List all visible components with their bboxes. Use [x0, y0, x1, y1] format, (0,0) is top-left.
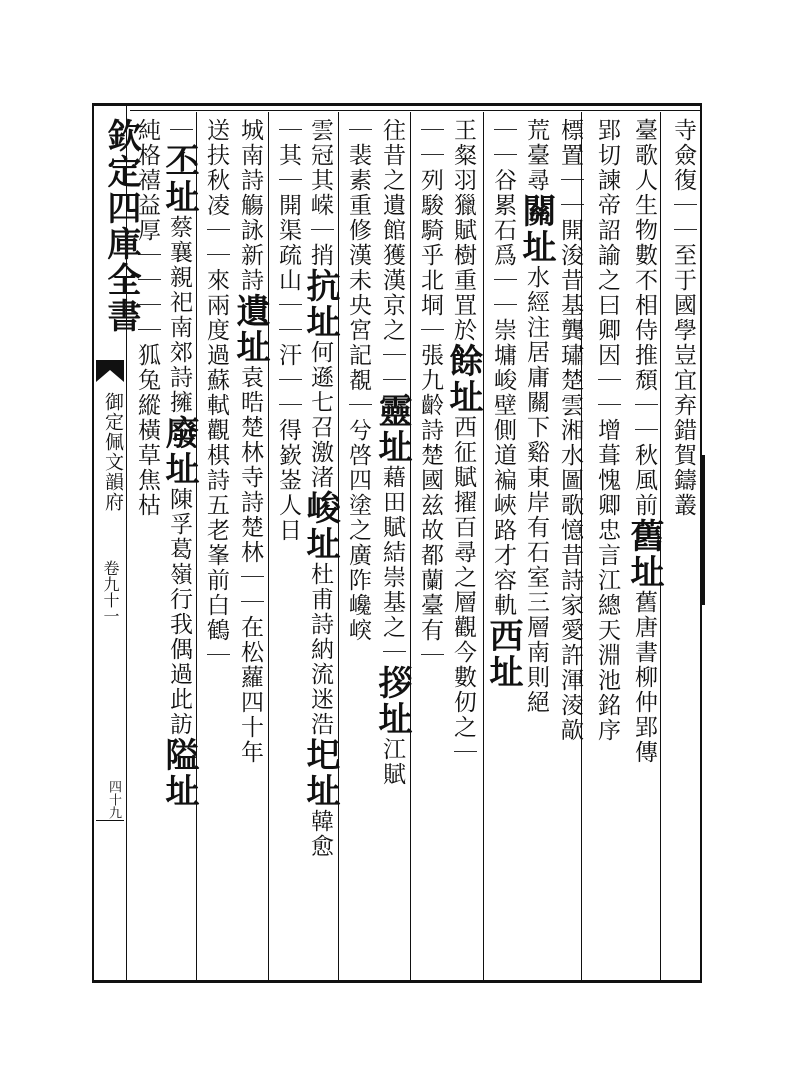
column-text: 荒臺尋	[523, 118, 549, 193]
column-text: 城南詩觴詠新詩	[237, 118, 263, 293]
entry-heading: 關址	[516, 193, 556, 265]
column-text: ｜其｜	[275, 118, 301, 193]
entry-heading: 廢址	[159, 415, 199, 487]
text-column	[341, 118, 375, 978]
column-rule	[196, 112, 197, 980]
column-text: 蔡襄親祀南郊詩擁	[166, 215, 192, 415]
text-column	[443, 118, 483, 978]
folio-line	[96, 820, 124, 821]
column-text: 杜甫詩納流迷浩	[307, 562, 333, 737]
column-text: 水經注居庸關下谿東岸有石室三層南則絕	[523, 265, 549, 715]
column-text: ｜｜	[490, 118, 516, 168]
column-text: 來兩度過蘇軾觀棋詩五老峯前白鶴｜	[203, 268, 229, 668]
column-text: 汗｜｜得嶔崟	[275, 343, 301, 493]
column-text: 標置｜｜開浚昔基龔璛楚雲湘水圖歌憶昔詩家愛許渾淩歊	[557, 118, 583, 743]
column-text: 何遜七召激渚	[307, 340, 333, 490]
column-text: 谷累石爲｜｜崇墉峻壁側道褊峽路才容軌	[490, 168, 516, 618]
column-text: ｜兮啓四塗之廣阼	[345, 393, 371, 593]
page-number: 四十九	[106, 780, 121, 819]
entry-heading: 靈址	[372, 393, 412, 465]
column-text: 江賦	[379, 737, 405, 787]
column-text: 純格禧益厚｜｜	[134, 118, 160, 293]
book-subtitle: 御定佩文韻府	[102, 392, 124, 512]
column-text: 陳孚葛嶺行我偶過此訪	[166, 487, 192, 737]
column-text: ｜裴素重修漢未央宮記覩	[345, 118, 371, 393]
text-column	[199, 118, 233, 978]
text-column	[483, 118, 523, 978]
entry-heading: 舊址	[624, 518, 664, 590]
entry-heading: 丕址	[159, 143, 199, 215]
text-column	[590, 118, 624, 978]
text-column	[666, 118, 700, 978]
entry-heading: 抗址	[300, 268, 340, 340]
text-column	[130, 118, 164, 978]
top-border-inner	[130, 110, 700, 111]
top-border	[92, 103, 702, 106]
column-text: 人日	[275, 493, 301, 543]
text-column	[413, 118, 447, 978]
column-text: 開渠疏山｜｜	[275, 193, 301, 343]
text-column	[624, 118, 664, 978]
entry-heading: 遺址	[230, 293, 270, 365]
entry-heading: 隘址	[159, 737, 199, 809]
page-edge-line	[700, 455, 705, 605]
column-rule	[410, 112, 411, 980]
text-column	[372, 118, 412, 978]
column-text: 送扶秋凌｜｜	[203, 118, 229, 268]
left-border	[92, 103, 94, 983]
column-text: ｜｜狐兔縱橫草焦枯	[134, 293, 160, 518]
column-text: ｜	[166, 118, 192, 143]
text-column	[230, 118, 270, 978]
text-column	[516, 118, 556, 978]
entry-heading: 峻址	[300, 490, 340, 562]
column-text: 藉田賦結崇基之｜	[379, 465, 405, 665]
column-text: 舊唐書柳仲郢傳	[631, 590, 657, 765]
column-text: 寺僉復｜｜至于國學豈宜弃錯賀鑄叢	[670, 118, 696, 518]
text-column	[300, 118, 340, 978]
column-text: 巉㟮	[345, 593, 371, 643]
column-text: 韓愈	[307, 809, 333, 859]
column-text: 雲冠其嵘｜捎	[307, 118, 333, 268]
text-column	[553, 118, 587, 978]
column-text: 王粲羽獵賦樹重罝於	[450, 118, 476, 343]
book-title: 欽定四庫全書	[101, 118, 141, 334]
entry-heading: 圯址	[300, 737, 340, 809]
column-text: ｜｜列駿騎乎北垌	[417, 118, 443, 318]
column-rule	[268, 112, 269, 980]
entry-heading: 餘址	[443, 343, 483, 415]
entry-heading: 西址	[483, 618, 523, 690]
column-text: 郢切諫帝詔諭之曰卿因｜｜增葺愧卿忠言江總天淵池銘序	[594, 118, 620, 743]
column-text: 往昔之遺館獲漢京之｜｜	[379, 118, 405, 393]
text-column	[159, 118, 199, 978]
column-text: ｜張九齡詩楚國兹故都蘭臺有｜	[417, 318, 443, 668]
bottom-border	[92, 980, 702, 983]
column-text: 臺歌人生物數不相侍推頹｜｜秋風前	[631, 118, 657, 518]
column-text: 西征賦擢百尋之層觀今數仞之｜	[450, 415, 476, 765]
fishtail-mark	[96, 360, 124, 382]
entry-heading: 拶址	[372, 665, 412, 737]
text-column	[271, 118, 305, 978]
volume-mark: 卷九十一	[101, 560, 120, 624]
column-text: 袁晧楚林寺詩楚林｜｜在松蘿四十年	[237, 365, 263, 765]
column-rule	[483, 112, 484, 980]
